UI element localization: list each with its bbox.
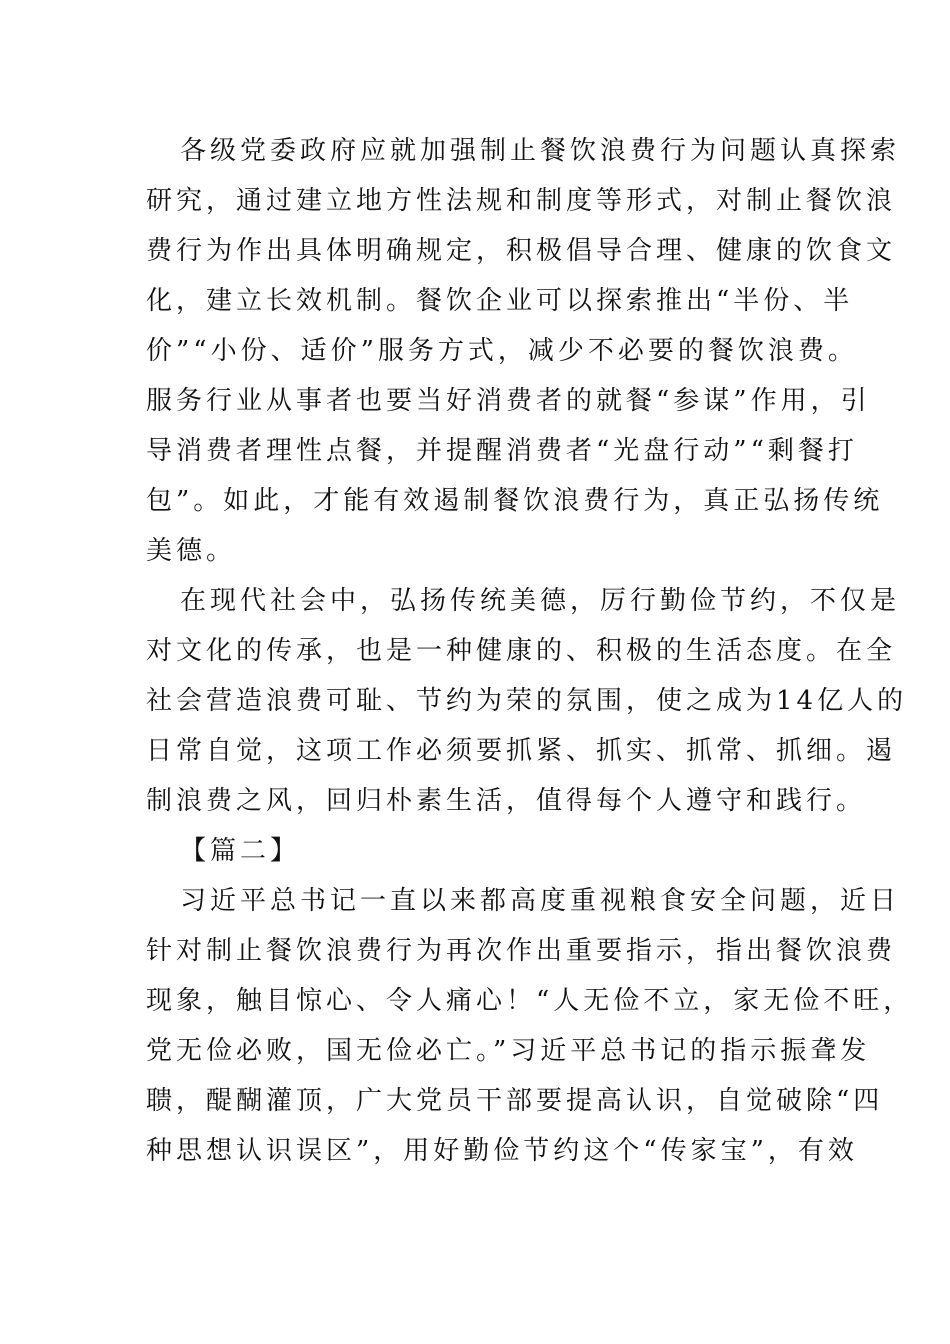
- text-line: 聩，醍醐灌顶，广大党员干部要提高认识，自觉破除“四: [146, 1086, 884, 1116]
- text-line: 费行为作出具体明确规定，积极倡导合理、健康的饮食文: [146, 236, 897, 266]
- paragraph-2: [146, 576, 908, 826]
- section-heading: 【篇二】: [180, 836, 301, 866]
- text-line: 党无俭必败，国无俭必亡。”习近平总书记的指示振聋发: [146, 1036, 871, 1066]
- paragraph-3: [146, 876, 914, 1176]
- paragraph-1: [146, 126, 901, 576]
- text-line: 包”。如此，才能有效遏制餐饮浪费行为，真正弘扬传统: [146, 486, 884, 516]
- text-line: 美德。: [146, 536, 237, 566]
- text-line: 服务行业从事者也要当好消费者的就餐“参谋”作用，引: [146, 386, 871, 416]
- text-line: 日常自觉，这项工作必须要抓紧、抓实、抓常、抓细。遏: [146, 736, 897, 766]
- document-body: [146, 126, 914, 1176]
- text-line: 习近平总书记一直以来都高度重视粮食安全问题，近日: [180, 886, 901, 916]
- text-line: 各级党委政府应就加强制止餐饮浪费行为问题认真探索: [180, 136, 901, 166]
- text-line: 种思想认识误区”，用好勤俭节约这个“传家宝”，有效: [146, 1136, 858, 1166]
- text-line: 制浪费之风，回归朴素生活，值得每个人遵守和践行。: [146, 786, 867, 816]
- text-line: 现象，触目惊心、令人痛心！“人无俭不立，家无俭不旺，: [146, 986, 914, 1016]
- text-line: 对文化的传承，也是一种健康的、积极的生活态度。在全: [146, 636, 897, 666]
- text-line: 针对制止餐饮浪费行为再次作出重要指示，指出餐饮浪费: [146, 936, 897, 966]
- text-line: 社会营造浪费可耻、节约为荣的氛围，使之成为14亿人的: [146, 686, 908, 716]
- text-line: 研究，通过建立地方性法规和制度等形式，对制止餐饮浪: [146, 186, 897, 216]
- text-line: 在现代社会中，弘扬传统美德，厉行勤俭节约，不仅是: [180, 586, 901, 616]
- text-line: 价”“小份、适价”服务方式，减少不必要的餐饮浪费。: [146, 336, 858, 366]
- text-line: 化，建立长效机制。餐饮企业可以探索推出“半份、半: [146, 286, 854, 316]
- text-line: 导消费者理性点餐，并提醒消费者“光盘行动”“剩餐打: [146, 436, 858, 466]
